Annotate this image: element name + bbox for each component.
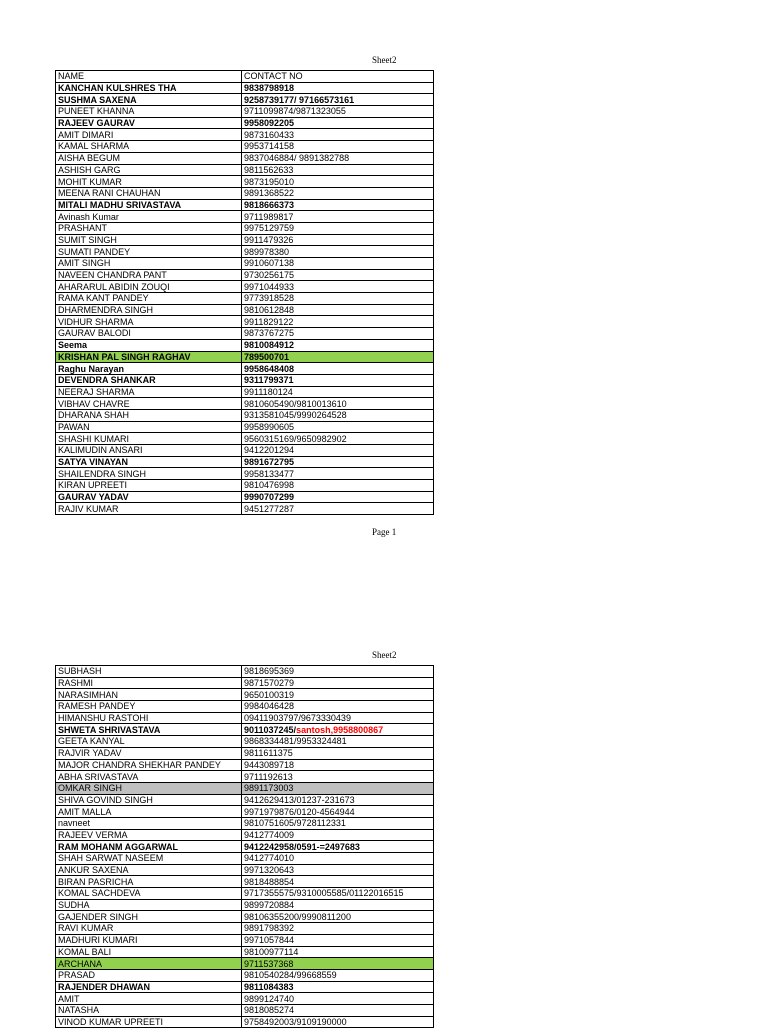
table-row [56, 923, 434, 935]
table-row [56, 468, 434, 480]
table-row [56, 817, 434, 829]
name-cell: RASHMI [56, 677, 242, 689]
name-cell: KOMAL BALI [56, 946, 242, 958]
table-row [56, 374, 434, 386]
table-row [56, 187, 434, 199]
contact-cell: 9871570279 [242, 677, 434, 689]
contact-cell: 9730256175 [242, 269, 434, 281]
contact-cell: 9975129759 [242, 222, 434, 234]
table-row [56, 759, 434, 771]
name-cell: SHIVA GOVIND SINGH [56, 794, 242, 806]
contact-cell: 9911829122 [242, 316, 434, 328]
name-cell: ASHISH GARG [56, 164, 242, 176]
table-row [56, 363, 434, 375]
name-cell: NATASHA [56, 1004, 242, 1016]
table-row [56, 876, 434, 888]
name-cell: SUMIT SINGH [56, 234, 242, 246]
contact-cell: 9953714158 [242, 141, 434, 153]
table-row [56, 946, 434, 958]
contact-note-red: santosh,9958800867 [296, 724, 384, 735]
contact-cell: 789500701 [242, 351, 434, 363]
name-cell: AISHA BEGUM [56, 152, 242, 164]
name-cell: navneet [56, 817, 242, 829]
contact-cell: 9810084912 [242, 339, 434, 351]
name-cell: DEVENDRA SHANKAR [56, 374, 242, 386]
table-row [56, 1016, 434, 1028]
contact-cell: 9711099874/9871323055 [242, 106, 434, 118]
name-cell: Avinash Kumar [56, 211, 242, 223]
table-row [56, 129, 434, 141]
table-row [56, 864, 434, 876]
name-cell: ABHA SRIVASTAVA [56, 771, 242, 783]
name-cell: GAJENDER SINGH [56, 911, 242, 923]
table-row [56, 712, 434, 724]
name-cell: AMIT SINGH [56, 258, 242, 270]
contact-cell: 9971979876/0120-4564944 [242, 806, 434, 818]
name-cell: VINOD KUMAR UPREETI [56, 1016, 242, 1028]
table-row [56, 1004, 434, 1016]
contact-cell: 9811562633 [242, 164, 434, 176]
name-cell: DHARMENDRA SINGH [56, 304, 242, 316]
contact-cell: 9711192613 [242, 771, 434, 783]
name-cell: RAMA KANT PANDEY [56, 293, 242, 305]
contact-cell: 9451277287 [242, 503, 434, 515]
name-cell: PUNEET KHANNA [56, 106, 242, 118]
name-cell: ANKUR SAXENA [56, 864, 242, 876]
name-cell: NAVEEN CHANDRA PANT [56, 269, 242, 281]
contact-cell: 9717355575/9310005585/01122016515 [242, 888, 434, 900]
table-row [56, 958, 434, 970]
contact-table [55, 665, 434, 1028]
name-cell: OMKAR SINGH [56, 782, 242, 794]
contact-cell: 9911180124 [242, 386, 434, 398]
name-cell: SHWETA SHRIVASTAVA [56, 724, 242, 736]
contact-cell: 9412629413/01237-231673 [242, 794, 434, 806]
name-cell: SHAH SARWAT NASEEM [56, 853, 242, 865]
name-cell: MAJOR CHANDRA SHEKHAR PANDEY [56, 759, 242, 771]
table-row [56, 456, 434, 468]
contact-cell: 9990707299 [242, 491, 434, 503]
table-row [56, 677, 434, 689]
table-row [56, 304, 434, 316]
contact-cell: 9810751605/9728112331 [242, 817, 434, 829]
table-row [56, 258, 434, 270]
table-row [56, 421, 434, 433]
table-row [56, 445, 434, 457]
table-row [56, 794, 434, 806]
contact-cell: 9811084383 [242, 981, 434, 993]
table-row [56, 491, 434, 503]
contact-cell: 9313581045/9990264528 [242, 409, 434, 421]
contact-cell: 9837046884/ 9891382788 [242, 152, 434, 164]
contact-cell: 9971057844 [242, 934, 434, 946]
table-row [56, 269, 434, 281]
name-cell: RAJEEV GAURAV [56, 117, 242, 129]
contact-cell: 9958990605 [242, 421, 434, 433]
contact-cell: 9811611375 [242, 747, 434, 759]
contact-cell: 9873767275 [242, 328, 434, 340]
contact-cell: 9443089718 [242, 759, 434, 771]
table-row [56, 82, 434, 94]
table-row [56, 94, 434, 106]
contact-cell: 9258739177/ 97166573161 [242, 94, 434, 106]
name-cell: GAURAV YADAV [56, 491, 242, 503]
contact-cell: 9810476998 [242, 480, 434, 492]
table-row [56, 211, 434, 223]
name-cell: AHARARUL ABIDIN ZOUQI [56, 281, 242, 293]
contact-cell [242, 724, 434, 736]
table-row [56, 339, 434, 351]
contact-cell: 9911479326 [242, 234, 434, 246]
contact-cell: 9899124740 [242, 993, 434, 1005]
name-cell: RAMESH PANDEY [56, 701, 242, 713]
name-cell: RAVI KUMAR [56, 923, 242, 935]
contact-cell: 9868334481/9953324481 [242, 736, 434, 748]
contact-cell: 9311799371 [242, 374, 434, 386]
contact-cell: 9838798918 [242, 82, 434, 94]
name-cell: MADHURI KUMARI [56, 934, 242, 946]
contact-cell: 9412201294 [242, 445, 434, 457]
table-row [56, 281, 434, 293]
table-row [56, 328, 434, 340]
contact-cell: 9899720884 [242, 899, 434, 911]
table-row [56, 351, 434, 363]
table-row [56, 234, 434, 246]
contact-table [55, 70, 434, 515]
name-cell: KIRAN UPREETI [56, 480, 242, 492]
table-row [56, 993, 434, 1005]
contact-cell: 98100977114 [242, 946, 434, 958]
table-row [56, 911, 434, 923]
contact-cell: 9984046428 [242, 701, 434, 713]
name-cell: SHASHI KUMARI [56, 433, 242, 445]
name-cell: RAJIV KUMAR [56, 503, 242, 515]
header-row [56, 71, 434, 83]
table-row [56, 106, 434, 118]
table-row [56, 316, 434, 328]
name-cell: MEENA RANI CHAUHAN [56, 187, 242, 199]
table-row [56, 829, 434, 841]
name-cell: BIRAN PASRICHA [56, 876, 242, 888]
table-row [56, 199, 434, 211]
name-cell: NARASIMHAN [56, 689, 242, 701]
table-row [56, 176, 434, 188]
contact-cell: 9810605490/9810013610 [242, 398, 434, 410]
table-row [56, 117, 434, 129]
name-cell: RAJVIR YADAV [56, 747, 242, 759]
page-number-label: Page 1 [372, 527, 397, 537]
table-row [56, 398, 434, 410]
contact-table-body [56, 71, 434, 515]
name-cell: Raghu Narayan [56, 363, 242, 375]
contact-cell: 9891173003 [242, 782, 434, 794]
contact-cell: 9412774009 [242, 829, 434, 841]
contact-cell: 9891368522 [242, 187, 434, 199]
table-row [56, 841, 434, 853]
contact-cell: 9958092205 [242, 117, 434, 129]
name-cell: SHAILENDRA SINGH [56, 468, 242, 480]
contact-cell: 9818695369 [242, 666, 434, 678]
table-row [56, 853, 434, 865]
sheet-label: Sheet2 [372, 650, 397, 660]
name-cell: KRISHAN PAL SINGH RAGHAV [56, 351, 242, 363]
name-cell: MITALI MADHU SRIVASTAVA [56, 199, 242, 211]
contact-cell: 9891672795 [242, 456, 434, 468]
contact-cell: 9891798392 [242, 923, 434, 935]
name-cell: HIMANSHU RASTOHI [56, 712, 242, 724]
table-row [56, 689, 434, 701]
contact-cell: 9412774010 [242, 853, 434, 865]
table-row [56, 433, 434, 445]
contact-table-body [56, 666, 434, 1028]
name-cell: GAURAV BALODI [56, 328, 242, 340]
name-cell: AMIT DIMARI [56, 129, 242, 141]
table-row [56, 736, 434, 748]
name-cell: VIBHAV CHAVRE [56, 398, 242, 410]
name-cell: MOHIT KUMAR [56, 176, 242, 188]
name-cell: AMIT MALLA [56, 806, 242, 818]
name-cell: KALIMUDIN ANSARI [56, 445, 242, 457]
table-row [56, 969, 434, 981]
contact-cell: CONTACT NO [242, 71, 434, 83]
contact-cell: 9560315169/9650982902 [242, 433, 434, 445]
name-cell: NEERAJ SHARMA [56, 386, 242, 398]
contact-cell: 9711537368 [242, 958, 434, 970]
contact-cell: 98106355200/9990811200 [242, 911, 434, 923]
contact-cell: 9810612848 [242, 304, 434, 316]
contact-cell: 9818488854 [242, 876, 434, 888]
contact-cell: 9818085274 [242, 1004, 434, 1016]
name-cell: SUDHA [56, 899, 242, 911]
name-cell: RAM MOHANM AGGARWAL [56, 841, 242, 853]
table-row [56, 899, 434, 911]
contact-cell: 09411903797/9673330439 [242, 712, 434, 724]
contact-cell: 9873195010 [242, 176, 434, 188]
name-cell: SUMATI PANDEY [56, 246, 242, 258]
contact-cell: 9873160433 [242, 129, 434, 141]
table-row [56, 141, 434, 153]
name-cell: NAME [56, 71, 242, 83]
table-row [56, 480, 434, 492]
table-row [56, 934, 434, 946]
table-row [56, 888, 434, 900]
name-cell: KOMAL SACHDEVA [56, 888, 242, 900]
contact-cell: 9810540284/99668559 [242, 969, 434, 981]
contact-cell: 9818666373 [242, 199, 434, 211]
name-cell: GEETA KANYAL [56, 736, 242, 748]
table-row [56, 666, 434, 678]
table-row [56, 164, 434, 176]
table-row [56, 981, 434, 993]
contact-cell: 989978380 [242, 246, 434, 258]
name-cell: PRASAD [56, 969, 242, 981]
contact-cell: 9910607138 [242, 258, 434, 270]
contact-cell: 9650100319 [242, 689, 434, 701]
table-row [56, 293, 434, 305]
name-cell: RAJEEV VERMA [56, 829, 242, 841]
name-cell: KANCHAN KULSHRES THA [56, 82, 242, 94]
contact-cell: 9412242958/0591-=2497683 [242, 841, 434, 853]
name-cell: PAWAN [56, 421, 242, 433]
contact-cell: 9758492003/9109190000 [242, 1016, 434, 1028]
name-cell: ARCHANA [56, 958, 242, 970]
table-row [56, 806, 434, 818]
name-cell: SUBHASH [56, 666, 242, 678]
table-row [56, 724, 434, 736]
name-cell: VIDHUR SHARMA [56, 316, 242, 328]
name-cell: SUSHMA SAXENA [56, 94, 242, 106]
contact-number: 9011037245/ [244, 724, 297, 735]
table-row [56, 701, 434, 713]
contact-cell: 9711989817 [242, 211, 434, 223]
contact-cell: 9971320643 [242, 864, 434, 876]
table-row [56, 409, 434, 421]
table-row [56, 152, 434, 164]
name-cell: SATYA VINAYAN [56, 456, 242, 468]
table-row [56, 386, 434, 398]
name-cell: RAJENDER DHAWAN [56, 981, 242, 993]
contact-cell: 9971044933 [242, 281, 434, 293]
table-row [56, 503, 434, 515]
table-row [56, 747, 434, 759]
name-cell: AMIT [56, 993, 242, 1005]
table-row [56, 782, 434, 794]
name-cell: Seema [56, 339, 242, 351]
sheet-label: Sheet2 [372, 55, 397, 65]
contact-cell: 9958648408 [242, 363, 434, 375]
name-cell: DHARANA SHAH [56, 409, 242, 421]
name-cell: PRASHANT [56, 222, 242, 234]
contact-cell: 9773918528 [242, 293, 434, 305]
table-row [56, 246, 434, 258]
contact-cell: 9958133477 [242, 468, 434, 480]
name-cell: KAMAL SHARMA [56, 141, 242, 153]
table-row [56, 771, 434, 783]
table-row [56, 222, 434, 234]
